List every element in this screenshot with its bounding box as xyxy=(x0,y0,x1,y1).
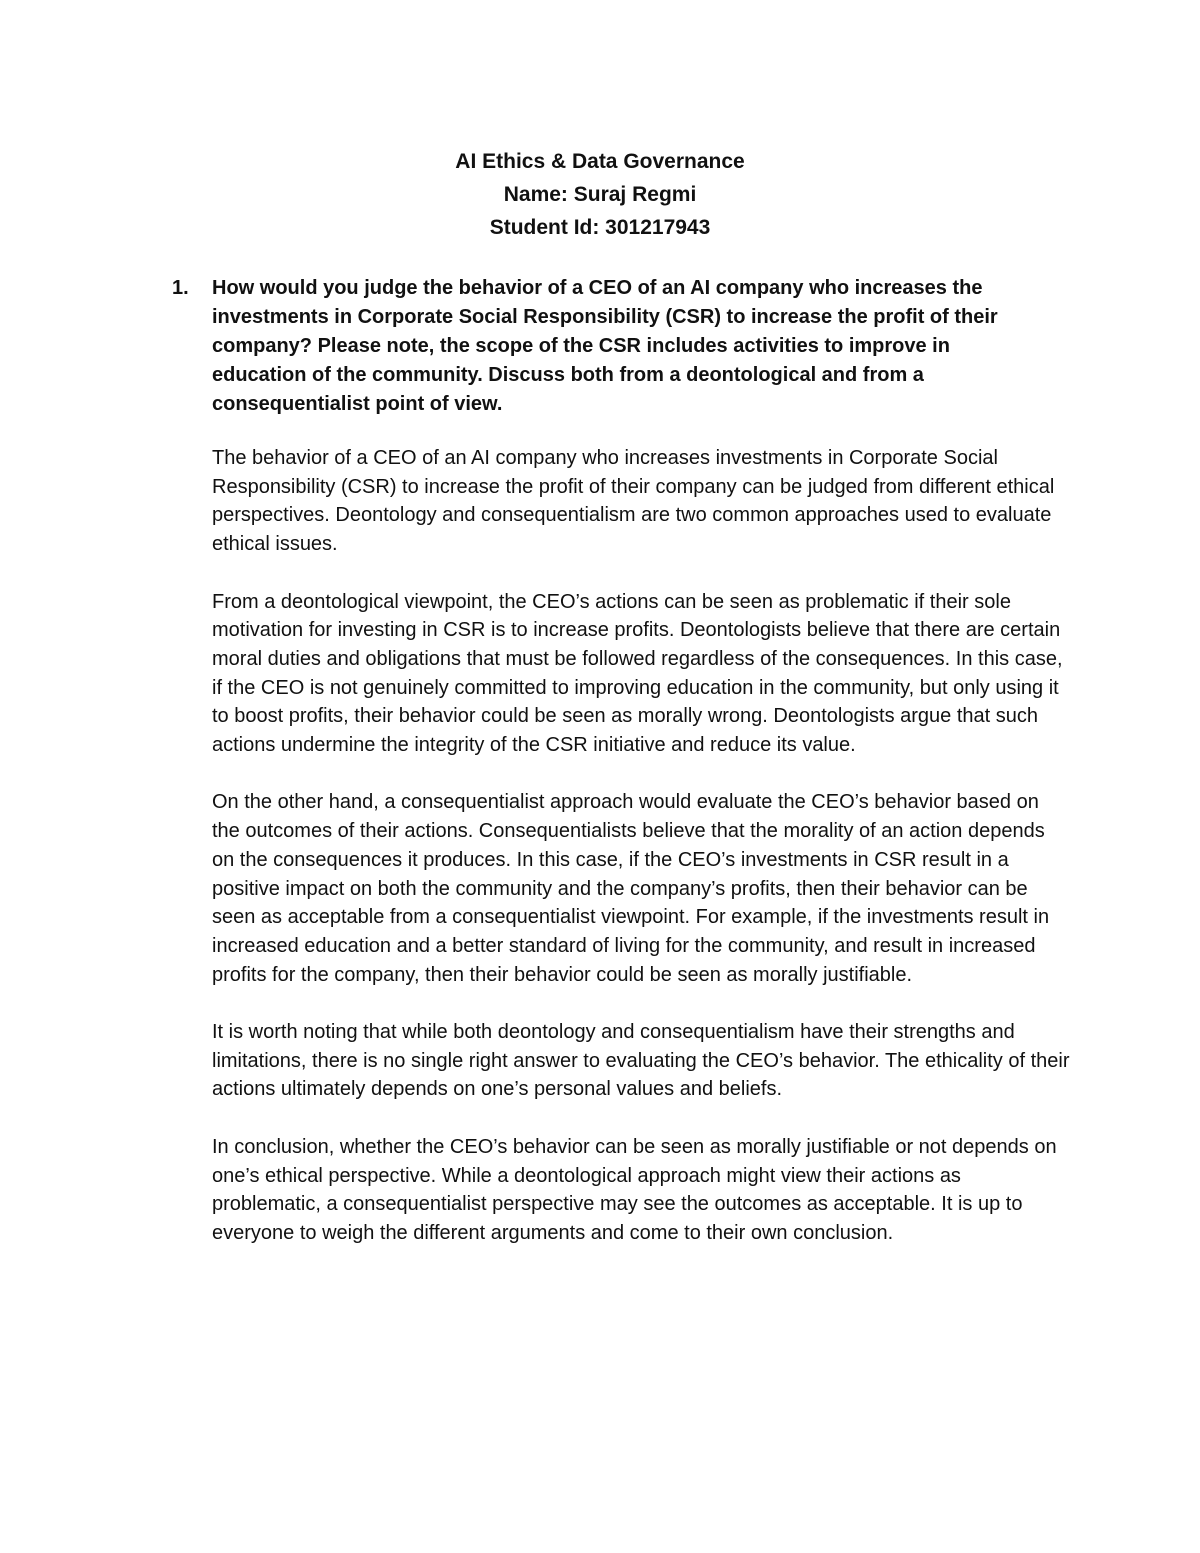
document-header xyxy=(0,145,1200,244)
question-text: How would you judge the behavior of a CEO of an AI company who increases the investments in Corporate Social Responsibility (CSR) to increase the profit of their company? Please note, the scope of the CSR includes activities to improve in education of the community. Discuss both from a deontological and from a consequentialist point of view. xyxy=(212,277,998,415)
student-name: Name: Suraj Regmi xyxy=(503,183,697,206)
answer-body xyxy=(212,444,1072,1276)
question-block xyxy=(172,274,1032,419)
answer-paragraph-deontological: From a deontological viewpoint, the CEO’s actions can be seen as problematic if their sole motivation for investing in CSR is to increase profits. Deontologists believe that there are certain moral duties and obligations that must be followed regardless of the consequences. In this case, if the CEO is not genuinely committed to improving education in the community, but only using it to boost profits, their behavior could be seen as morally wrong. Deontologists argue that such actions undermine the integrity of the CSR initiative and reduce its value. xyxy=(212,590,1063,757)
answer-paragraph-note: It is worth noting that while both deontology and consequentialism have their strengths and limitations, there is no single right answer to evaluating the CEO’s behavior. The ethicality of their actions ultimately depends on one’s personal values and beliefs. xyxy=(212,1021,1070,1101)
answer-paragraph-consequentialist: On the other hand, a consequentialist approach would evaluate the CEO’s behavior based on the outcomes of their actions. Consequentialists believe that the morality of an action depends on the consequences it produces. In this case, if the CEO’s investments in CSR result in a positive impact on both the community and the company’s profits, then their behavior can be seen as acceptable from a consequentialist viewpoint. For example, if the investments result in increased education and a better standard of living for the community, and result in increased profits for the company, then their behavior could be seen as morally justifiable. xyxy=(212,791,1050,986)
question-number: 1. xyxy=(172,277,189,299)
student-id: Student Id: 301217943 xyxy=(489,216,711,239)
answer-paragraph-intro: The behavior of a CEO of an AI company who increases investments in Corporate Social Responsibility (CSR) to increase the profit of their company can be judged from different ethical perspectives. Deontology and consequentialism are two common approaches used to evaluate ethical issues. xyxy=(212,447,1055,556)
answer-paragraph-conclusion: In conclusion, whether the CEO’s behavior can be seen as morally justifiable or not depends on one’s ethical perspective. While a deontological approach might view their actions as problematic, a consequentialist perspective may see the outcomes as acceptable. It is up to everyone to weigh the different arguments and come to their own conclusion. xyxy=(212,1135,1057,1244)
document-title: AI Ethics & Data Governance xyxy=(455,150,745,173)
